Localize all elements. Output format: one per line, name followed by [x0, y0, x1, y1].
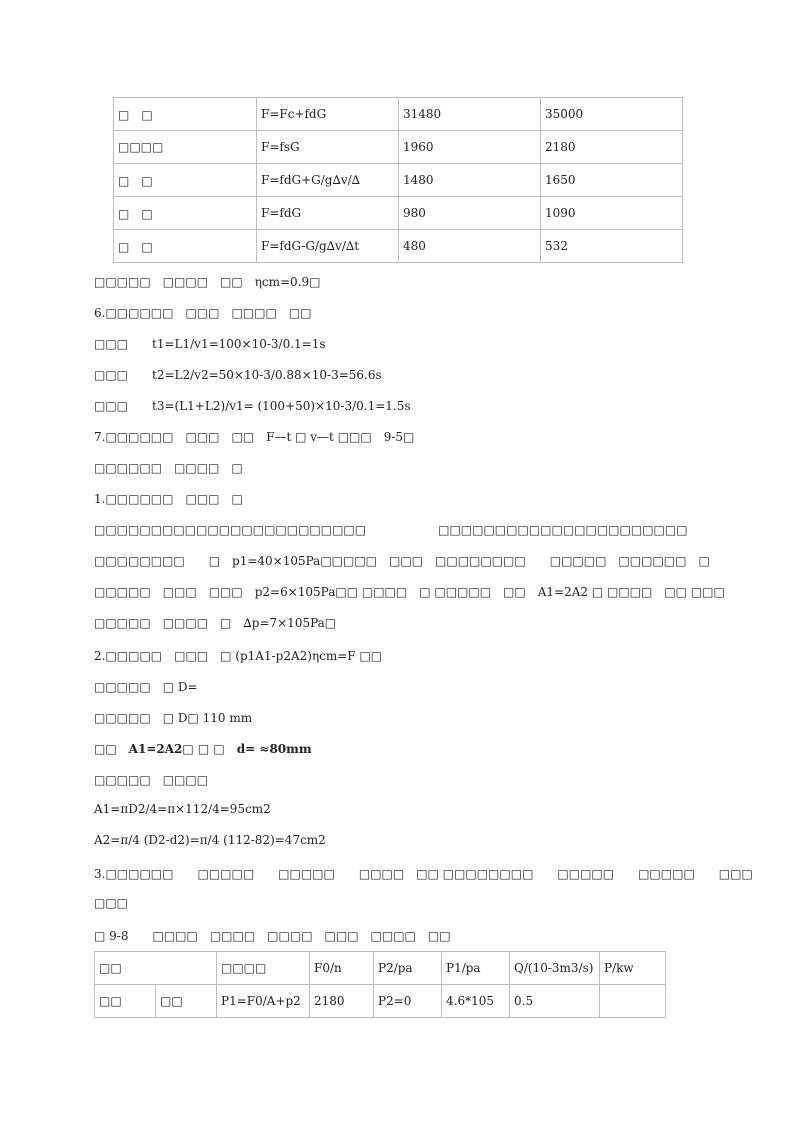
table-cell: F=fdG-G/g∆v/∆t: [257, 230, 399, 263]
text-line: □□□□□ □□□□ □□ ηcm=0.9□: [94, 275, 321, 289]
table-cell: P1=F0/A+p2: [217, 985, 310, 1018]
table-row: [114, 197, 683, 230]
table-cell: 35000: [541, 98, 683, 131]
text-line: □□□□□□□□ □ p1=40×105Pa□□□□□ □□□ □□□□□□□□ □□□□□ □□□□□□ □: [94, 554, 710, 568]
table-cell: F=fdG+G/g∆v/∆: [257, 164, 399, 197]
force-table: [113, 97, 683, 263]
section-heading: 7.□□□□□□ □□□ □□ F—t □ v—t □□□ 9-5□: [94, 430, 415, 444]
text-line: □□□: [94, 896, 129, 910]
text-line: □□□□□□□□□□□□□□□□□□□□□□□□ □□□□□□□□□□□□□□□□□□□□□□: [94, 523, 688, 537]
table-header-cell: □□□□: [217, 952, 310, 985]
table-cell: F=fsG: [257, 131, 399, 164]
table-header-row: [95, 952, 666, 985]
table-header-cell: □□: [95, 952, 217, 985]
text-line: □□□□□□ □□□□ □: [94, 461, 243, 475]
formula-line: A2=π/4 (D2-d2)=π/4 (112-82)=47cm2: [94, 833, 326, 847]
table-header-cell: Q/(10-3m3/s): [510, 952, 600, 985]
text-line: □□□□□ □ D=: [94, 680, 198, 694]
table-row: [114, 230, 683, 263]
table-cell: F=Fc+fdG: [257, 98, 399, 131]
section-heading: 1.□□□□□□ □□□ □: [94, 492, 243, 506]
section-heading: 3.□□□□□□ □□□□□ □□□□□ □□□□ □□ □□□□□□□□ □□□□□ □□□□□ □□□: [94, 867, 753, 881]
table-cell: [600, 985, 666, 1018]
table-cell: 1650: [541, 164, 683, 197]
text-line: □□□ t2=L2/v2=50×10-3/0.88×10-3=56.6s: [94, 368, 382, 382]
table-cell: 31480: [399, 98, 541, 131]
table-header-cell: P1/pa: [442, 952, 510, 985]
table-cell: P2=0: [374, 985, 442, 1018]
text-line: □□□□□ □□□□ □ ∆p=7×105Pa□: [94, 616, 337, 630]
table-cell: □□: [95, 985, 156, 1018]
text-line: □□□ t3=(L1+L2)/v1= (100+50)×10-3/0.1=1.5s: [94, 399, 411, 413]
table-cell: 980: [399, 197, 541, 230]
table-cell: 0.5: [510, 985, 600, 1018]
hydraulic-table: [94, 951, 666, 1018]
table-cell: 2180: [541, 131, 683, 164]
table-row: [114, 164, 683, 197]
table-row: [114, 131, 683, 164]
text-line: □□□ t1=L1/v1=100×10-3/0.1=1s: [94, 337, 326, 351]
table-cell: 1960: [399, 131, 541, 164]
table-cell: 1480: [399, 164, 541, 197]
table-cell: □□: [156, 985, 217, 1018]
table-header-cell: F0/n: [310, 952, 374, 985]
table-cell: 1090: [541, 197, 683, 230]
text-line: □□□□□ □□□ □□□ p2=6×105Pa□□ □□□□ □ □□□□□ □□ A1=2A2 □ □□□□ □□ □□□: [94, 585, 725, 599]
table-cell: □ □: [114, 197, 257, 230]
table-row: [95, 985, 666, 1018]
table-header-cell: P2/pa: [374, 952, 442, 985]
table-caption: □ 9-8 □□□□ □□□□ □□□□ □□□ □□□□ □□: [94, 929, 451, 943]
table-cell: 2180: [310, 985, 374, 1018]
text-line: □□□□□ □□□□: [94, 773, 209, 787]
table-cell: □ □: [114, 164, 257, 197]
text-line: □□□□□ □ D□ 110 mm: [94, 711, 253, 725]
section-heading: 2.□□□□□ □□□ □ (p1A1-p2A2)ηcm=F □□: [94, 649, 383, 663]
table-header-cell: P/kw: [600, 952, 666, 985]
table-cell: □ □: [114, 98, 257, 131]
formula-line: A1=πD2/4=π×112/4=95cm2: [94, 802, 271, 816]
table-cell: 4.6*105: [442, 985, 510, 1018]
table-cell: 532: [541, 230, 683, 263]
section-heading: 6.□□□□□□ □□□ □□□□ □□: [94, 306, 312, 320]
text-line: □□ A1=2A2□ □ □ d= ≈80mm: [94, 742, 312, 756]
table-cell: F=fdG: [257, 197, 399, 230]
table-cell: 480: [399, 230, 541, 263]
table-row: [114, 98, 683, 131]
table-cell: □ □: [114, 230, 257, 263]
table-cell: □□□□: [114, 131, 257, 164]
